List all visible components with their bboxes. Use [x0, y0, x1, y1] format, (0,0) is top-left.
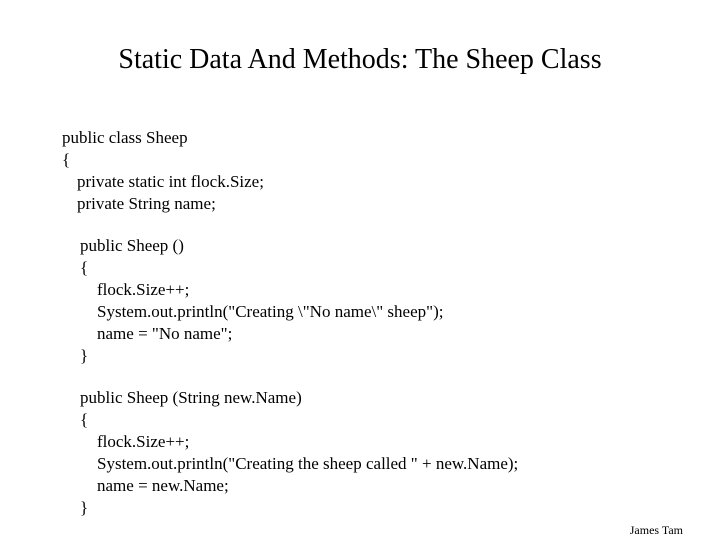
slide-title: Static Data And Methods: The Sheep Class [118, 44, 602, 75]
code-line: private String name; [77, 194, 216, 213]
code-line: System.out.println("Creating the sheep called " + new.Name); [97, 454, 519, 473]
code-line: private static int flock.Size; [77, 172, 264, 191]
code-line: name = new.Name; [97, 476, 229, 495]
code-line: { [80, 258, 89, 277]
code-line: public Sheep (String new.Name) [80, 388, 302, 407]
code-line: } [80, 498, 89, 517]
code-line: { [80, 410, 89, 429]
code-line: { [62, 150, 71, 169]
code-line: flock.Size++; [97, 280, 190, 299]
code-line: flock.Size++; [97, 432, 190, 451]
code-line: public class Sheep [62, 128, 188, 147]
code-line: name = "No name"; [97, 324, 233, 343]
code-line: } [80, 346, 89, 365]
code-line: System.out.println("Creating \"No name\" sheep"); [97, 302, 444, 321]
footer-author: James Tam [629, 523, 683, 537]
code-line: public Sheep () [80, 236, 184, 255]
